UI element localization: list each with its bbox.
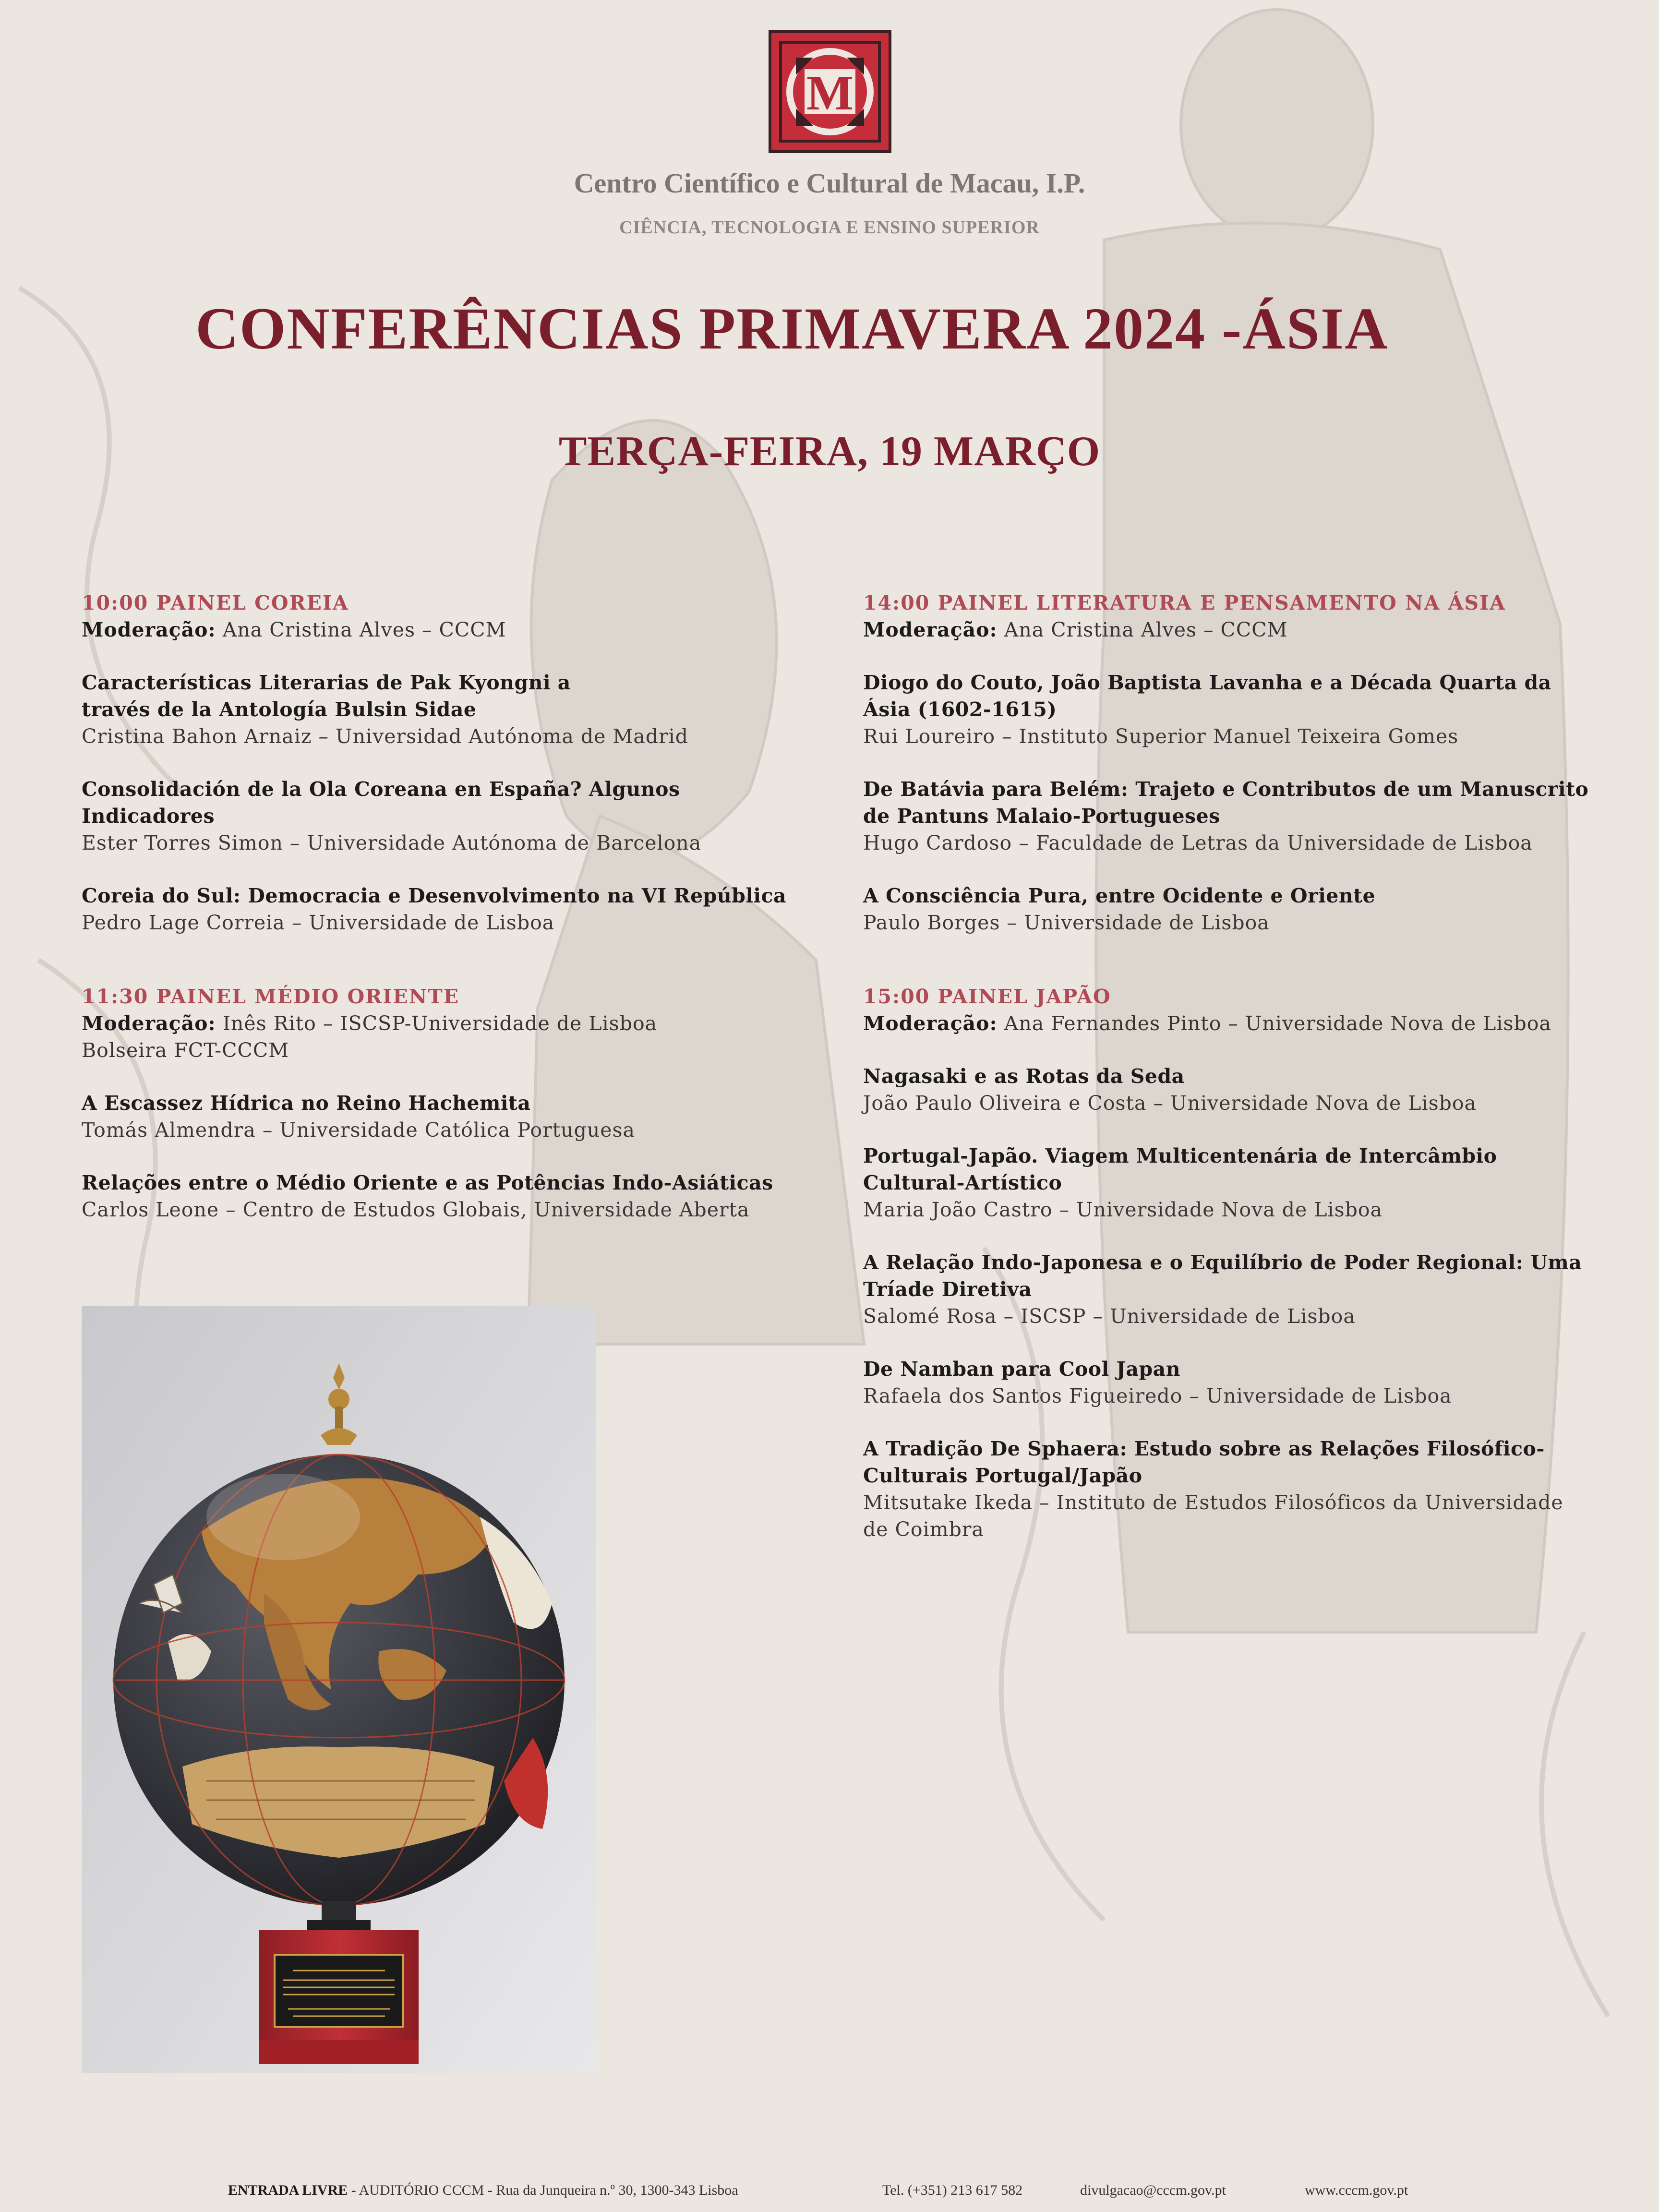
event-date: TERÇA-FEIRA, 19 MARÇO — [558, 428, 1101, 475]
organization-subtitle: CIÊNCIA, TECNOLOGIA E ENSINO SUPERIOR — [619, 217, 1040, 238]
talk-item — [82, 1169, 816, 1223]
talk-title: De Namban para Cool Japan — [863, 1358, 1181, 1381]
panel-coreia — [82, 589, 816, 936]
moderator: Inês Rito – ISCSP-Universidade de Lisboa — [222, 1012, 658, 1035]
talk-title: A Relação Indo-Japonesa e o Equilíbrio de Poder Regional: Uma Tríade Diretiva — [863, 1251, 1582, 1301]
talk-author: Pedro Lage Correia – Universidade de Lisboa — [82, 911, 555, 934]
talk-item — [863, 1435, 1593, 1543]
talk-item — [863, 1063, 1593, 1117]
talk-title: Consolidación de la Ola Coreana en España? Algunos Indicadores — [82, 778, 680, 828]
talk-author: Salomé Rosa – ISCSP – Universidade de Lisboa — [863, 1305, 1356, 1328]
panel-japao — [863, 983, 1593, 1543]
talk-author: Maria João Castro – Universidade Nova de Lisboa — [863, 1198, 1383, 1221]
talk-item — [863, 1142, 1593, 1223]
panel-literatura — [863, 589, 1593, 936]
talk-title: A Consciência Pura, entre Ocidente e Oriente — [863, 884, 1376, 907]
talk-title: Coreia do Sul: Democracia e Desenvolvimento na VI República — [82, 884, 787, 907]
moderation-label: Moderação: — [863, 618, 998, 641]
talk-author: Carlos Leone – Centro de Estudos Globais, Universidade Aberta — [82, 1198, 750, 1221]
footer-venue — [228, 2182, 738, 2199]
panel-heading: 14:00 PAINEL LITERATURA E PENSAMENTO NA ÁSIA — [863, 591, 1506, 614]
moderator: Ana Cristina Alves – CCCM — [1004, 618, 1288, 641]
moderation-label: Moderação: — [863, 1012, 998, 1035]
organization-name: Centro Científico e Cultural de Macau, I.P. — [574, 168, 1085, 199]
globe-photo — [82, 1306, 596, 2073]
talk-author: João Paulo Oliveira e Costa – Universidade Nova de Lisboa — [863, 1092, 1477, 1115]
venue-address: - AUDITÓRIO CCCM - Rua da Junqueira n.º 30, 1300-343 Lisboa — [348, 2182, 738, 2198]
event-title: CONFERÊNCIAS PRIMAVERA 2024 -ÁSIA — [195, 296, 1389, 361]
talk-title: Características Literarias de Pak Kyongni a través de la Antología Bulsin Sidae — [82, 671, 571, 721]
moderation-line — [82, 1010, 816, 1037]
moderator: Ana Fernandes Pinto – Universidade Nova de Lisboa — [1004, 1012, 1551, 1035]
moderation-line — [863, 616, 1593, 643]
talk-item — [863, 669, 1593, 750]
talk-item — [863, 1249, 1593, 1330]
talk-author: Rui Loureiro – Instituto Superior Manuel Teixeira Gomes — [863, 725, 1459, 748]
panel-heading: 11:30 PAINEL MÉDIO ORIENTE — [82, 985, 459, 1008]
entry-label: ENTRADA LIVRE — [228, 2182, 348, 2198]
talk-author: Rafaela dos Santos Figueiredo – Universidade de Lisboa — [863, 1384, 1452, 1407]
panel-medio-oriente — [82, 983, 816, 1223]
moderation-label: Moderação: — [82, 1012, 216, 1035]
talk-title: Nagasaki e as Rotas da Seda — [863, 1065, 1185, 1088]
talk-item — [863, 1356, 1593, 1409]
talk-item — [82, 776, 816, 856]
moderation-line — [82, 616, 816, 643]
panel-heading: 15:00 PAINEL JAPÃO — [863, 985, 1111, 1008]
talk-title: A Escassez Hídrica no Reino Hachemita — [82, 1092, 531, 1115]
svg-text:M: M — [806, 65, 854, 120]
footer-phone: Tel. (+351) 213 617 582 — [882, 2182, 1023, 2198]
panel-heading: 10:00 PAINEL COREIA — [82, 591, 349, 614]
talk-author: Mitsutake Ikeda – Instituto de Estudos Filosóficos da Universidade de Coimbra — [863, 1491, 1563, 1541]
talk-item — [82, 882, 816, 936]
footer-email[interactable]: divulgacao@cccm.gov.pt — [1080, 2182, 1226, 2198]
talk-author: Paulo Borges – Universidade de Lisboa — [863, 911, 1270, 934]
talk-title: De Batávia para Belém: Trajeto e Contributos de um Manuscrito de Pantuns Malaio-Portugueses — [863, 778, 1589, 828]
talk-item — [863, 776, 1593, 856]
talk-author: Cristina Bahon Arnaiz – Universidad Autónoma de Madrid — [82, 725, 689, 748]
talk-author: Hugo Cardoso – Faculdade de Letras da Universidade de Lisboa — [863, 831, 1533, 854]
moderation-label: Moderação: — [82, 618, 216, 641]
program-right-column — [863, 589, 1593, 1590]
talk-title: Portugal-Japão. Viagem Multicentenária de Intercâmbio Cultural-Artístico — [863, 1144, 1497, 1194]
cccm-logo — [767, 29, 893, 155]
moderator: Ana Cristina Alves – CCCM — [222, 618, 506, 641]
moderation-line — [863, 1010, 1593, 1037]
footer-website[interactable]: www.cccm.gov.pt — [1305, 2182, 1408, 2198]
talk-title: Diogo do Couto, João Baptista Lavanha e a Década Quarta da Ásia (1602-1615) — [863, 671, 1551, 721]
talk-item — [82, 669, 816, 750]
moderator-affiliation: Bolseira FCT-CCCM — [82, 1039, 289, 1062]
talk-author: Ester Torres Simon – Universidade Autónoma de Barcelona — [82, 831, 702, 854]
talk-title: A Tradição De Sphaera: Estudo sobre as Relações Filosófico-Culturais Portugal/Japão — [863, 1437, 1545, 1487]
program-left-column — [82, 589, 816, 1270]
talk-author: Tomás Almendra – Universidade Católica Portuguesa — [82, 1118, 635, 1142]
talk-item — [82, 1090, 816, 1143]
talk-item — [863, 882, 1593, 936]
talk-title: Relações entre o Médio Oriente e as Potências Indo-Asiáticas — [82, 1171, 773, 1194]
